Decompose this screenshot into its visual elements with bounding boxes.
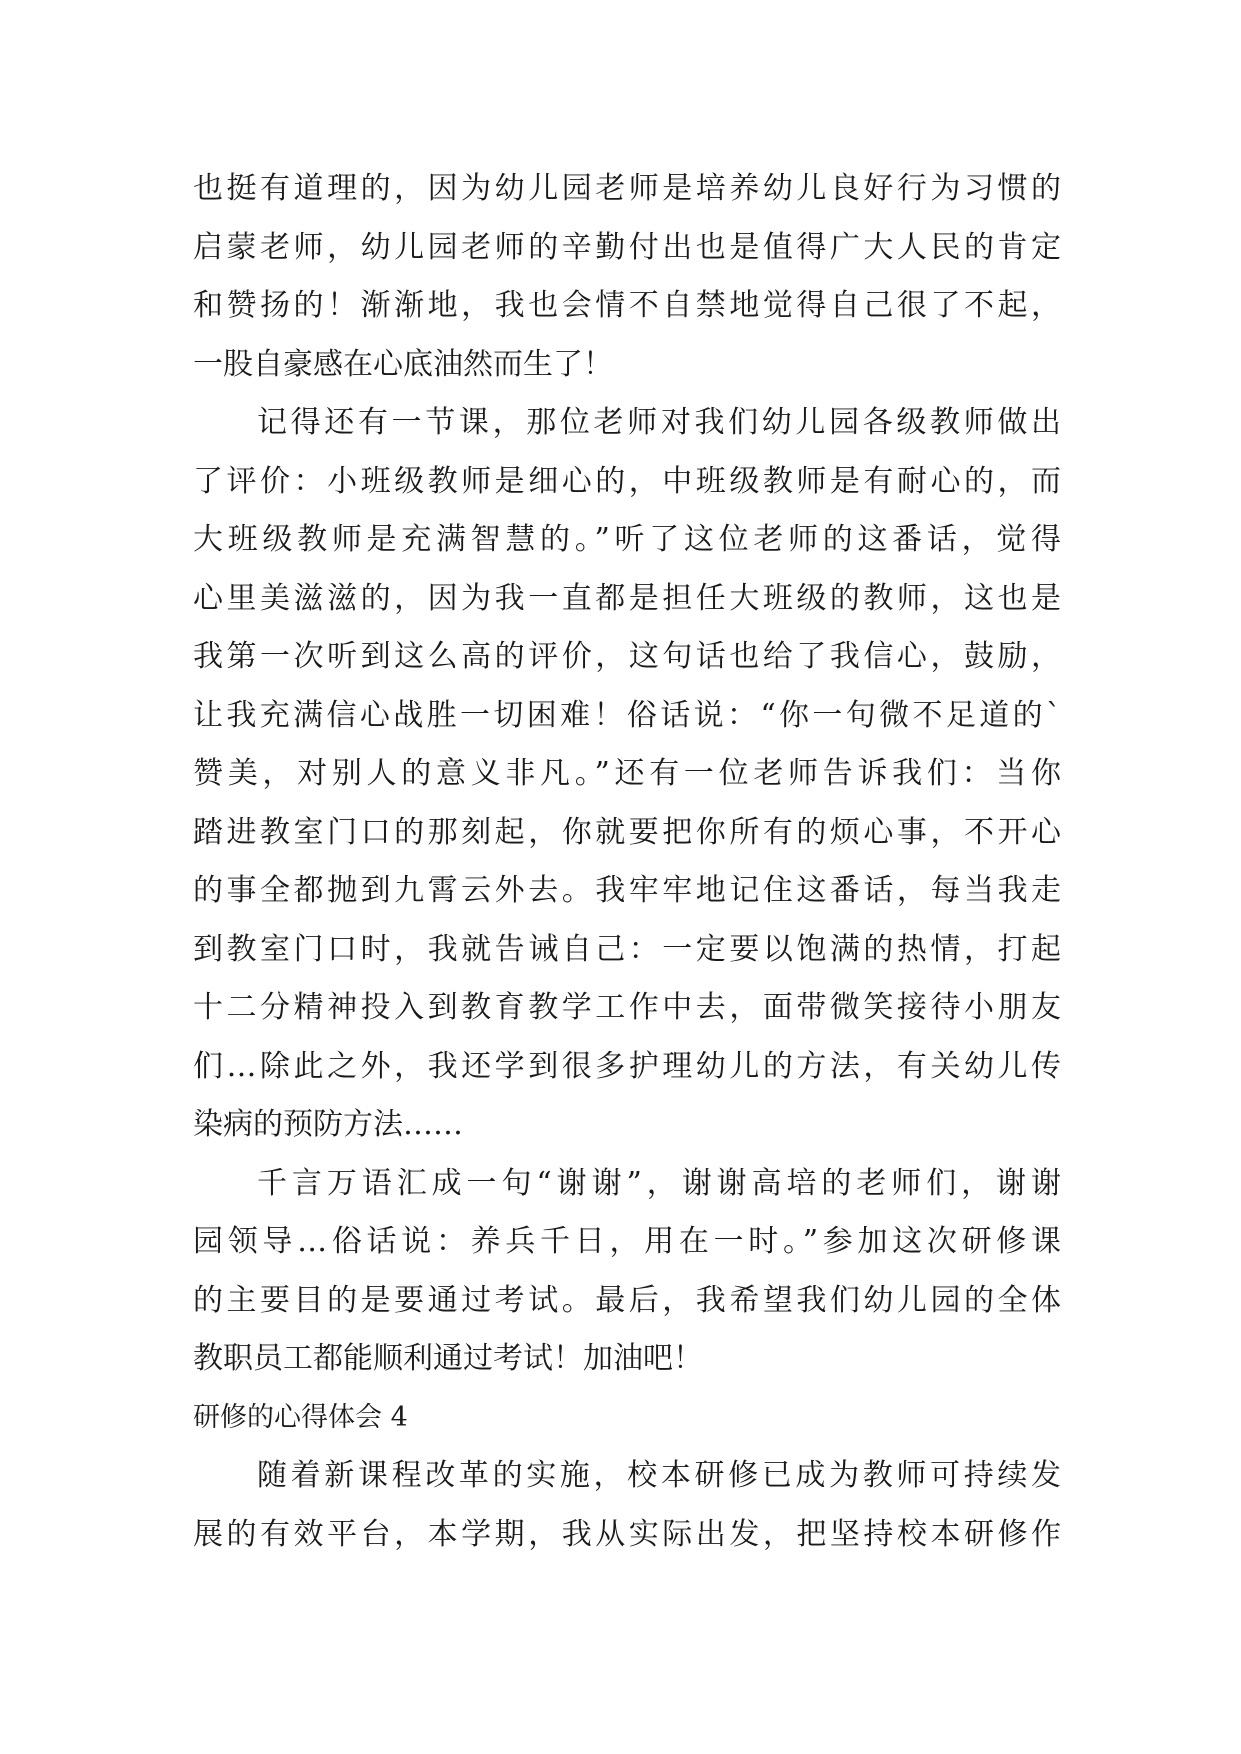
text-line: 一股自豪感在心底油然而生了！ [193, 346, 613, 382]
section-heading: 研修的心得体会 4 [193, 1401, 408, 1433]
text-line: 的事全都抛到九霄云外去。我牢牢地记住这番话，每当我走 [193, 873, 1061, 908]
text-line: 园领导…俗话说：养兵千日，用在一时。”参加这次研修课 [193, 1224, 1061, 1259]
text-line: 到教室门口时，我就告诫自己：一定要以饱满的热情，打起 [193, 931, 1061, 967]
text-line: 大班级教师是充满智慧的。”听了这位老师的这番话，觉得 [193, 522, 1061, 557]
text-line: 启蒙老师，幼儿园老师的辛勤付出也是值得广大人民的肯定 [193, 229, 1061, 265]
text-line: 踏进教室门口的那刻起，你就要把你所有的烦心事，不开心 [193, 814, 1061, 850]
text-line: 染病的预防方法…… [193, 1107, 463, 1142]
text-line: 和赞扬的！渐渐地，我也会情不自禁地觉得自己很了不起， [193, 288, 1061, 323]
text-line: 我第一次听到这么高的评价，这句话也给了我信心，鼓励， [193, 639, 1061, 674]
paragraph [193, 1447, 1061, 1564]
document-page [193, 160, 1061, 1564]
text-line: 们…除此之外，我还学到很多护理幼儿的方法，有关幼儿传 [193, 1048, 1061, 1084]
text-line: 展的有效平台，本学期，我从实际出发，把坚持校本研修作 [193, 1516, 1061, 1552]
text-line: 千言万语汇成一句“谢谢”，谢谢高培的老师们，谢谢 [257, 1165, 1061, 1201]
paragraph [193, 394, 1061, 1155]
text-line: 记得还有一节课，那位老师对我们幼儿园各级教师做出 [257, 405, 1061, 440]
text-line: 也挺有道理的，因为幼儿园老师是培养幼儿良好行为习惯的 [193, 171, 1061, 206]
text-line: 随着新课程改革的实施，校本研修已成为教师可持续发 [257, 1458, 1061, 1493]
text-line: 十二分精神投入到教育教学工作中去，面带微笑接待小朋友 [193, 990, 1061, 1025]
text-line: 赞美，对别人的意义非凡。”还有一位老师告诉我们：当你 [193, 756, 1061, 791]
paragraph [193, 1155, 1061, 1389]
text-line: 的主要目的是要通过考试。最后，我希望我们幼儿园的全体 [193, 1282, 1061, 1318]
text-line: 心里美滋滋的，因为我一直都是担任大班级的教师，这也是 [193, 580, 1061, 616]
text-line: 了评价：小班级教师是细心的，中班级教师是有耐心的，而 [193, 463, 1061, 499]
text-line: 教职员工都能顺利通过考试！加油吧！ [193, 1341, 703, 1376]
text-line: 让我充满信心战胜一切困难！俗话说：“你一句微不足道的` [193, 697, 1061, 733]
paragraph [193, 160, 1061, 394]
